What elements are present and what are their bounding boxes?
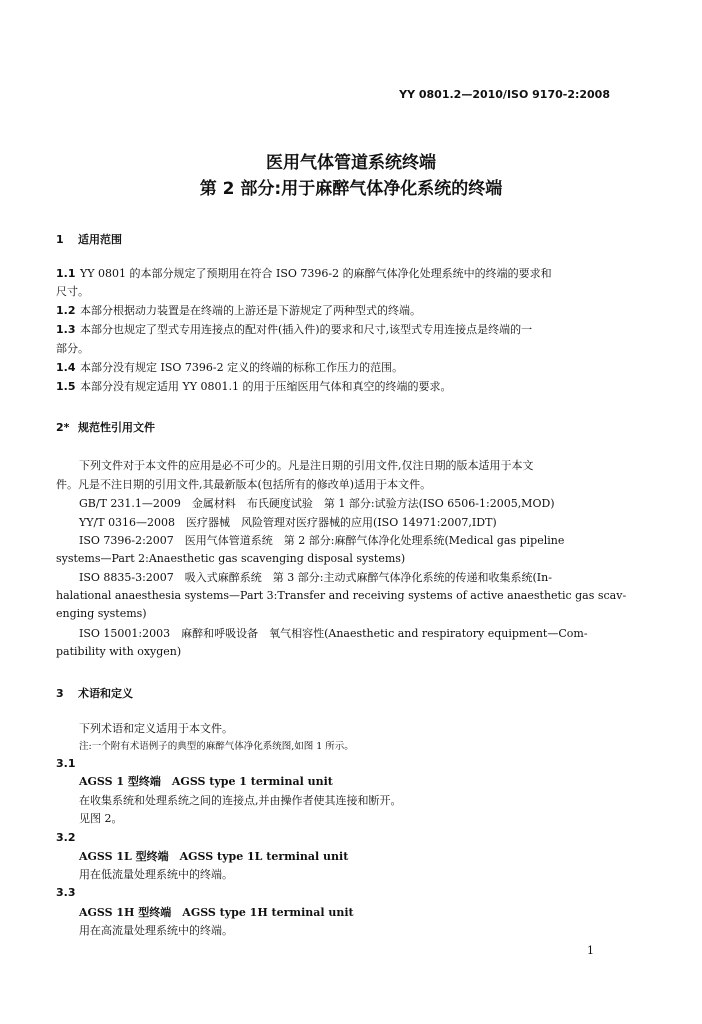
section-3-intro: 下列术语和定义适用于本文件。: [79, 722, 233, 735]
term-3-1-see-figure: 见图 2。: [79, 812, 123, 825]
section-1-heading: 1 适用范围: [56, 233, 122, 246]
section-3-heading: 3 术语和定义: [56, 687, 133, 700]
section-2-intro-1: 下列文件对于本文件的应用是必不可少的。凡是注日期的引用文件,仅注日期的版本适用于本文: [79, 459, 534, 472]
term-3-1-title: AGSS 1 型终端 AGSS type 1 terminal unit: [79, 775, 333, 788]
clause-1-1: 1.1 YY 0801 的本部分规定了预期用在符合 ISO 7396-2 的麻醉气体净化处理系统中的终端的要求和: [56, 267, 552, 280]
ref-iso15001-cont: patibility with oxygen): [56, 645, 182, 658]
term-3-3-number: 3.3: [56, 886, 76, 899]
section-2-intro-2: 件。凡是不注日期的引用文件,其最新版本(包括所有的修改单)适用于本文件。: [56, 478, 432, 491]
section-2-heading: 2* 规范性引用文件: [56, 421, 155, 434]
title-line-2: 第 2 部分:用于麻醉气体净化系统的终端: [199, 179, 503, 199]
term-3-2-definition: 用在低流量处理系统中的终端。: [79, 868, 233, 881]
ref-iso15001: ISO 15001:2003 麻醉和呼吸设备 氧气相容性(Anaesthetic and respiratory equipment—Com-: [79, 627, 588, 640]
section-3-note: 注:一个附有术语例子的典型的麻醉气体净化系统图,如图 1 所示。: [79, 741, 354, 752]
title-line-1: 医用气体管道系统终端: [266, 153, 436, 173]
clause-1-5: 1.5 本部分没有规定适用 YY 0801.1 的用于压缩医用气体和真空的终端的要求。: [56, 380, 452, 393]
ref-iso8835-cont-2: enging systems): [56, 607, 147, 620]
term-3-3-definition: 用在高流量处理系统中的终端。: [79, 924, 233, 937]
clause-1-3: 1.3 本部分也规定了型式专用连接点的配对件(插入件)的要求和尺寸,该型式专用连接点是终端的一: [56, 323, 533, 336]
term-3-2-number: 3.2: [56, 831, 76, 844]
ref-iso8835-cont-1: halational anaesthesia systems—Part 3:Transfer and receiving systems of active anaesthetic gas scav-: [56, 589, 627, 602]
clause-1-4: 1.4 本部分没有规定 ISO 7396-2 定义的终端的标称工作压力的范围。: [56, 361, 404, 374]
term-3-1-definition: 在收集系统和处理系统之间的连接点,并由操作者使其连接和断开。: [79, 794, 402, 807]
ref-iso8835: ISO 8835-3:2007 吸入式麻醉系统 第 3 部分:主动式麻醉气体净化系统的传递和收集系统(In-: [79, 571, 552, 584]
clause-1-2: 1.2 本部分根据动力装置是在终端的上游还是下游规定了两种型式的终端。: [56, 304, 421, 317]
ref-iso7396: ISO 7396-2:2007 医用气体管道系统 第 2 部分:麻醉气体净化处理系统(Medical gas pipeline: [79, 534, 565, 547]
term-3-3-title: AGSS 1H 型终端 AGSS type 1H terminal unit: [79, 906, 354, 919]
clause-1-3-cont: 部分。: [56, 342, 89, 355]
standard-id: YY 0801.2—2010/ISO 9170-2:2008: [399, 88, 610, 101]
clause-1-1-cont: 尺寸。: [56, 285, 89, 298]
ref-yyt0316: YY/T 0316—2008 医疗器械 风险管理对医疗器械的应用(ISO 14971:2007,IDT): [79, 516, 497, 529]
ref-iso7396-cont: systems—Part 2:Anaesthetic gas scavenging disposal systems): [56, 552, 406, 565]
term-3-2-title: AGSS 1L 型终端 AGSS type 1L terminal unit: [79, 850, 349, 863]
ref-gbt231: GB/T 231.1—2009 金属材料 布氏硬度试验 第 1 部分:试验方法(ISO 6506-1:2005,MOD): [79, 497, 555, 510]
term-3-1-number: 3.1: [56, 757, 76, 770]
page-number: 1: [587, 944, 594, 957]
